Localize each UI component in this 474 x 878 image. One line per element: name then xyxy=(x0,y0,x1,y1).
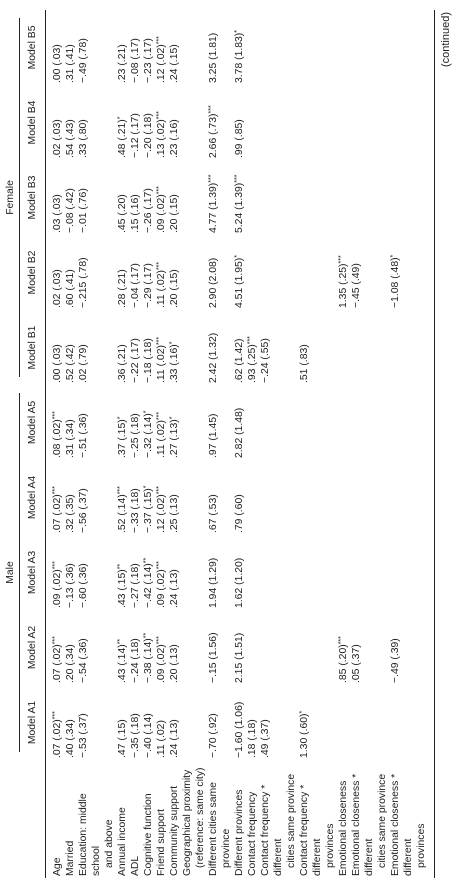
row-label-continuation: and above xyxy=(104,819,115,868)
coefficient-cell: .33 (.80) xyxy=(78,119,89,158)
table-row xyxy=(389,10,435,878)
coefficient-cell xyxy=(389,460,435,535)
coefficient-cell: 1.30 (.60)* xyxy=(299,710,310,758)
coefficient-cell: −.32 (.14)* xyxy=(143,410,154,458)
row-label-text: ADL xyxy=(130,855,141,876)
coefficient-cell: 3.78 (1.83)* xyxy=(234,29,245,83)
row-label xyxy=(77,760,116,878)
coefficient-cell xyxy=(181,235,207,310)
coefficient-cell xyxy=(337,385,350,460)
coefficient-cell: .62 (1.42) xyxy=(234,338,245,383)
model-header: Model A4 xyxy=(22,460,46,535)
table-row xyxy=(77,10,116,878)
row-label xyxy=(298,760,337,878)
coefficient-cell: 4.51 (1.95)* xyxy=(234,254,245,308)
coefficient-cell xyxy=(337,685,350,760)
coefficient-cell xyxy=(259,460,298,535)
significance-stars: * xyxy=(143,485,150,489)
coefficient-cell: −1.08 (.48)* xyxy=(389,235,435,310)
coefficient-cell: .45 (.20) xyxy=(117,194,128,233)
coefficient-cell: .27 (.13)* xyxy=(169,416,180,458)
model-header-blank xyxy=(22,760,46,878)
coefficient-cell: .24 (.15) xyxy=(169,44,180,83)
row-label-text: Geographical proximity xyxy=(182,769,193,876)
coefficient-cell: −.49 (.39) xyxy=(389,610,435,685)
coefficient-cell: −.37 (.15)* xyxy=(143,485,154,533)
coefficient-cell xyxy=(181,535,207,610)
coefficient-cell: .28 (.21) xyxy=(117,269,128,308)
table-body xyxy=(46,10,435,878)
model-header: Model A5 xyxy=(22,385,46,460)
coefficient-cell: −.40 (.14) xyxy=(143,713,154,758)
coefficient-cell: −.20 (.18) xyxy=(143,113,154,158)
coefficient-cell xyxy=(298,610,337,685)
table-row xyxy=(233,10,246,878)
coefficient-cell: .32 (.35) xyxy=(65,494,76,533)
coefficient-cell: .40 (.34) xyxy=(65,719,76,758)
significance-stars: * xyxy=(234,29,241,33)
coefficient-cell: .20 (.13) xyxy=(169,644,180,683)
coefficient-cell xyxy=(298,10,337,85)
model-header-row xyxy=(22,10,46,878)
coefficient-cell xyxy=(389,310,435,385)
coefficient-cell: .15 (.16) xyxy=(130,194,141,233)
significance-stars: * xyxy=(299,710,306,714)
coefficient-cell: .05 (.37) xyxy=(351,644,362,683)
coefficient-cell: .07 (.02)*** xyxy=(52,486,63,533)
coefficient-cell: .33 (.16)* xyxy=(169,341,180,383)
coefficient-cell: −.54 (.36) xyxy=(78,638,89,683)
significance-stars: ** xyxy=(143,632,150,639)
coefficient-cell xyxy=(389,685,435,760)
row-label xyxy=(207,760,233,878)
coefficient-cell xyxy=(181,685,207,760)
significance-stars: *** xyxy=(156,111,163,120)
significance-stars: *** xyxy=(208,105,215,114)
coefficient-cell: .85 (.20)*** xyxy=(338,636,349,683)
row-label-text: Married xyxy=(65,840,76,876)
coefficient-cell xyxy=(259,10,298,85)
coefficient-cell xyxy=(246,235,259,310)
coefficient-cell xyxy=(181,460,207,535)
coefficient-cell: −.35 (.18) xyxy=(130,713,141,758)
coefficient-cell: −.29 (.17) xyxy=(143,263,154,308)
coefficient-cell xyxy=(298,460,337,535)
coefficient-cell: .99 (.85) xyxy=(234,119,245,158)
coefficient-cell: −.18 (.18) xyxy=(143,338,154,383)
significance-stars: * xyxy=(117,116,124,120)
coefficient-cell xyxy=(350,85,389,160)
significance-stars: * xyxy=(117,416,124,420)
coefficient-cell: .20 (.15) xyxy=(169,269,180,308)
coefficient-cell: −1.60 (1.06) xyxy=(234,701,245,758)
coefficient-cell: .08 (.02)*** xyxy=(52,411,63,458)
significance-stars: *** xyxy=(156,336,163,346)
row-label-text: Contact frequency * different xyxy=(260,784,284,876)
significance-stars: *** xyxy=(247,336,254,345)
coefficient-cell: 5.24 (1.39)*** xyxy=(234,174,245,233)
row-label xyxy=(337,760,350,878)
coefficient-cell: −.15 (1.56) xyxy=(208,632,219,683)
coefficient-cell xyxy=(337,310,350,385)
coefficient-cell: 1.62 (1.20) xyxy=(234,557,245,608)
coefficient-cell xyxy=(298,535,337,610)
significance-stars: *** xyxy=(338,255,345,264)
coefficient-cell: −.01 (.76) xyxy=(78,188,89,233)
group-header-row xyxy=(4,10,22,878)
coefficient-cell xyxy=(350,10,389,85)
coefficient-cell: 2.66 (.73)*** xyxy=(208,105,219,158)
significance-stars: *** xyxy=(156,186,163,195)
row-label xyxy=(129,760,142,878)
coefficient-cell: .52 (.14)*** xyxy=(117,486,128,533)
coefficient-cell: −.45 (.49) xyxy=(351,263,362,308)
coefficient-cell: 2.15 (1.51) xyxy=(234,632,245,683)
table-row xyxy=(350,10,389,878)
coefficient-cell: .12 (.02)*** xyxy=(156,36,167,83)
row-label xyxy=(116,760,129,878)
coefficient-cell: .20 (.15) xyxy=(169,194,180,233)
model-header: Model A3 xyxy=(22,535,46,610)
row-label xyxy=(155,760,168,878)
coefficient-cell: .00 (.03) xyxy=(52,344,63,383)
coefficient-cell xyxy=(246,10,259,85)
coefficient-cell xyxy=(337,85,350,160)
coefficient-cell: .24 (.13) xyxy=(169,719,180,758)
significance-stars: ** xyxy=(117,563,124,570)
coefficient-cell: .24 (.13) xyxy=(169,569,180,608)
coefficient-cell xyxy=(350,160,389,235)
significance-stars: *** xyxy=(117,486,124,495)
coefficient-cell: −.25 (.18) xyxy=(130,413,141,458)
coefficient-cell: .36 (.21) xyxy=(117,344,128,383)
coefficient-cell: .11 (.02)*** xyxy=(156,261,167,308)
row-label-text: Community support xyxy=(169,785,180,876)
coefficient-cell: .09 (.02)*** xyxy=(156,186,167,233)
coefficient-cell: .51 (.83) xyxy=(299,344,310,383)
row-label-text: Friend support xyxy=(156,809,167,876)
table-row xyxy=(168,10,181,878)
coefficient-cell xyxy=(389,85,435,160)
coefficient-cell xyxy=(350,535,389,610)
model-header: Model B3 xyxy=(22,160,46,235)
table-row xyxy=(259,10,298,878)
significance-stars: *** xyxy=(156,486,163,495)
group-label-male: Male xyxy=(4,393,20,752)
significance-stars: * xyxy=(390,254,397,258)
coefficient-cell: 2.42 (1.32) xyxy=(208,332,219,383)
significance-stars: *** xyxy=(338,636,345,645)
table-row xyxy=(298,10,337,878)
model-header: Model A1 xyxy=(22,685,46,760)
row-label-continuation: provinces xyxy=(416,823,427,868)
coefficient-cell: .97 (1.45) xyxy=(208,413,219,458)
coefficient-cell: 4.77 (1.39)*** xyxy=(208,174,219,233)
group-header-female xyxy=(4,10,22,385)
row-label xyxy=(389,760,435,878)
coefficient-cell: −.24 (.55) xyxy=(260,338,271,383)
row-label xyxy=(246,760,259,878)
coefficient-cell: .93 (.25)*** xyxy=(247,336,258,383)
coefficient-cell: 1.94 (1.29) xyxy=(208,557,219,608)
row-label-text: Age xyxy=(52,857,63,876)
coefficient-cell: .13 (.02)*** xyxy=(156,111,167,158)
table-row xyxy=(129,10,142,878)
coefficient-cell xyxy=(337,460,350,535)
row-label xyxy=(46,760,65,878)
coefficient-cell: .48 (.21)* xyxy=(117,116,128,158)
coefficient-cell: .09 (.02)*** xyxy=(156,636,167,683)
coefficient-cell xyxy=(259,535,298,610)
coefficient-cell xyxy=(350,310,389,385)
coefficient-cell: 2.90 (2.08) xyxy=(208,257,219,308)
coefficient-cell xyxy=(259,235,298,310)
significance-stars: * xyxy=(234,254,241,258)
coefficient-cell: −.12 (.17) xyxy=(130,113,141,158)
row-label-text: Education: middle school xyxy=(78,793,102,876)
coefficient-cell: .23 (.16) xyxy=(169,119,180,158)
coefficient-cell: .43 (.14)** xyxy=(117,638,128,683)
model-header: Model B4 xyxy=(22,85,46,160)
significance-stars: *** xyxy=(156,411,163,421)
significance-stars: *** xyxy=(52,636,59,645)
coefficient-cell: .11 (.02)*** xyxy=(156,411,167,458)
coefficient-cell: .54 (.43) xyxy=(65,119,76,158)
coefficient-cell: −.27 (.18) xyxy=(130,563,141,608)
table-row xyxy=(64,10,77,878)
coefficient-cell: .20 (.34) xyxy=(65,644,76,683)
coefficient-cell: −.53 (.37) xyxy=(78,713,89,758)
coefficient-cell: .18 (.18) xyxy=(247,719,258,758)
significance-stars: *** xyxy=(52,486,59,495)
coefficient-cell xyxy=(259,385,298,460)
coefficient-cell: .09 (.02)*** xyxy=(156,561,167,608)
coefficient-cell: .02 (.03) xyxy=(52,269,63,308)
significance-stars: ** xyxy=(143,557,150,564)
coefficient-cell xyxy=(389,10,435,85)
coefficient-cell xyxy=(246,460,259,535)
coefficient-cell xyxy=(181,10,207,85)
significance-stars: *** xyxy=(52,711,59,720)
coefficient-cell: 3.25 (1.81) xyxy=(208,32,219,83)
row-label-continuation: cities same province xyxy=(377,773,388,868)
row-label xyxy=(168,760,181,878)
coefficient-cell: −.26 (.17) xyxy=(143,188,154,233)
significance-stars: *** xyxy=(234,174,241,183)
coefficient-cell xyxy=(246,610,259,685)
coefficient-cell: 2.82 (1.48) xyxy=(234,407,245,458)
coefficient-cell xyxy=(350,460,389,535)
significance-stars: *** xyxy=(156,636,163,645)
coefficient-cell xyxy=(337,160,350,235)
coefficient-cell: −.60 (.36) xyxy=(78,563,89,608)
coefficient-cell xyxy=(389,160,435,235)
row-label xyxy=(350,760,389,878)
coefficient-cell xyxy=(246,535,259,610)
coefficient-cell: −.49 (.78) xyxy=(78,38,89,83)
model-header: Model A2 xyxy=(22,610,46,685)
row-label-text: Annual income xyxy=(117,807,128,876)
row-label-continuation: provinces xyxy=(325,823,336,868)
coefficient-cell: .79 (.60) xyxy=(234,494,245,533)
row-label xyxy=(233,760,246,878)
coefficient-cell xyxy=(298,85,337,160)
row-label xyxy=(181,760,207,878)
row-label-text: Different provinces xyxy=(234,789,245,876)
significance-stars: * xyxy=(169,341,176,345)
table-row xyxy=(46,10,65,878)
row-label-text: Emotional closeness * different xyxy=(390,773,414,876)
coefficient-cell: −.22 (.17) xyxy=(130,338,141,383)
coefficient-cell: 1.35 (.25)*** xyxy=(338,255,349,308)
coefficient-cell xyxy=(246,385,259,460)
row-label-continuation: province xyxy=(221,828,232,868)
coefficient-cell xyxy=(259,85,298,160)
coefficient-cell: .11 (.02)*** xyxy=(156,336,167,383)
coefficient-cell xyxy=(181,85,207,160)
row-label xyxy=(142,760,155,878)
coefficient-cell xyxy=(259,160,298,235)
table-row xyxy=(337,10,350,878)
significance-stars: *** xyxy=(208,174,215,183)
coefficient-cell xyxy=(181,160,207,235)
significance-stars: * xyxy=(169,416,176,420)
table-row xyxy=(207,10,233,878)
table-row xyxy=(142,10,155,878)
coefficient-cell: .31 (.41) xyxy=(65,44,76,83)
significance-stars: * xyxy=(143,410,150,414)
continued-note: (continued) xyxy=(440,12,452,68)
row-label xyxy=(259,760,298,878)
row-label-text: Contact frequency * different xyxy=(299,784,323,876)
coefficient-cell xyxy=(337,10,350,85)
coefficient-cell xyxy=(298,235,337,310)
coefficient-cell xyxy=(350,385,389,460)
model-header: Model B1 xyxy=(22,310,46,385)
table-row xyxy=(181,10,207,878)
coefficient-cell xyxy=(389,535,435,610)
coefficient-cell: .07 (.02)*** xyxy=(52,636,63,683)
coefficient-cell xyxy=(350,685,389,760)
coefficient-cell: .02 (.03) xyxy=(52,119,63,158)
coefficient-cell xyxy=(298,385,337,460)
coefficient-cell: .60 (.41) xyxy=(65,269,76,308)
significance-stars: *** xyxy=(156,261,163,271)
coefficient-cell: .11 (.02) xyxy=(156,720,167,758)
row-label-text: Emotional closeness * different xyxy=(351,773,375,876)
group-header-male xyxy=(4,385,22,760)
coefficient-cell: .25 (.13) xyxy=(169,494,180,533)
coefficient-cell: −.23 (.17) xyxy=(143,38,154,83)
coefficient-cell: .47 (.15) xyxy=(117,719,128,758)
row-label xyxy=(64,760,77,878)
significance-stars: *** xyxy=(156,561,163,570)
table-row xyxy=(246,10,259,878)
coefficient-cell xyxy=(246,160,259,235)
coefficient-cell: −.08 (.42) xyxy=(65,188,76,233)
significance-stars: *** xyxy=(156,36,163,45)
group-header-blank xyxy=(4,760,22,878)
coefficient-cell: .31 (.34) xyxy=(65,419,76,458)
coefficient-cell: .02 (.79) xyxy=(78,344,89,383)
coefficient-cell: .07 (.02)*** xyxy=(52,711,63,758)
row-label-continuation: cities same province xyxy=(286,773,297,868)
row-label-text: Contact frequency xyxy=(247,791,258,876)
coefficient-cell: −.51 (.36) xyxy=(78,413,89,458)
coefficient-cell xyxy=(181,385,207,460)
row-label-continuation: (reference: same city) xyxy=(195,767,206,868)
coefficient-cell xyxy=(298,160,337,235)
table-row xyxy=(155,10,168,878)
coefficient-cell: .49 (.37) xyxy=(260,719,271,758)
coefficient-cell: .43 (.15)** xyxy=(117,563,128,608)
coefficient-cell xyxy=(181,610,207,685)
significance-stars: *** xyxy=(52,561,59,570)
model-header: Model B5 xyxy=(22,10,46,85)
coefficient-cell: .52 (.42) xyxy=(65,344,76,383)
coefficient-cell: .12 (.02)*** xyxy=(156,486,167,533)
coefficient-cell: −.70 (.92) xyxy=(208,713,219,758)
coefficient-cell xyxy=(389,385,435,460)
row-label-text: Different cities same xyxy=(208,782,219,876)
coefficient-cell: −.42 (.14)** xyxy=(143,557,154,608)
coefficient-cell: −.13 (.36) xyxy=(65,563,76,608)
coefficient-cell xyxy=(246,85,259,160)
coefficient-cell: .37 (.15)* xyxy=(117,416,128,458)
coefficient-cell: .00 (.03) xyxy=(52,44,63,83)
coefficient-cell xyxy=(181,310,207,385)
coefficient-cell: .09 (.02)*** xyxy=(52,561,63,608)
significance-stars: ** xyxy=(117,638,124,645)
coefficient-cell: −.08 (.17) xyxy=(130,38,141,83)
coefficient-cell: .03 (.03) xyxy=(52,194,63,233)
coefficient-cell: −.56 (.37) xyxy=(78,488,89,533)
coefficient-cell: −.24 (.18) xyxy=(130,638,141,683)
coefficient-cell xyxy=(337,535,350,610)
coefficient-cell: −.38 (.14)** xyxy=(143,632,154,683)
table-row xyxy=(116,10,129,878)
coefficient-cell xyxy=(259,610,298,685)
coefficient-cell: −.04 (.17) xyxy=(130,263,141,308)
model-header: Model B2 xyxy=(22,235,46,310)
coefficient-cell: .23 (.21) xyxy=(117,44,128,83)
regression-table xyxy=(4,10,435,878)
coefficient-cell: −.33 (.18) xyxy=(130,488,141,533)
coefficient-cell: .67 (.53) xyxy=(208,494,219,533)
row-label-text: Emotional closeness xyxy=(338,780,349,876)
row-label-text: Cognitive function xyxy=(143,793,154,876)
group-label-female: Female xyxy=(4,18,20,377)
coefficient-cell: −.215 (.78) xyxy=(78,257,89,308)
significance-stars: *** xyxy=(52,411,59,420)
